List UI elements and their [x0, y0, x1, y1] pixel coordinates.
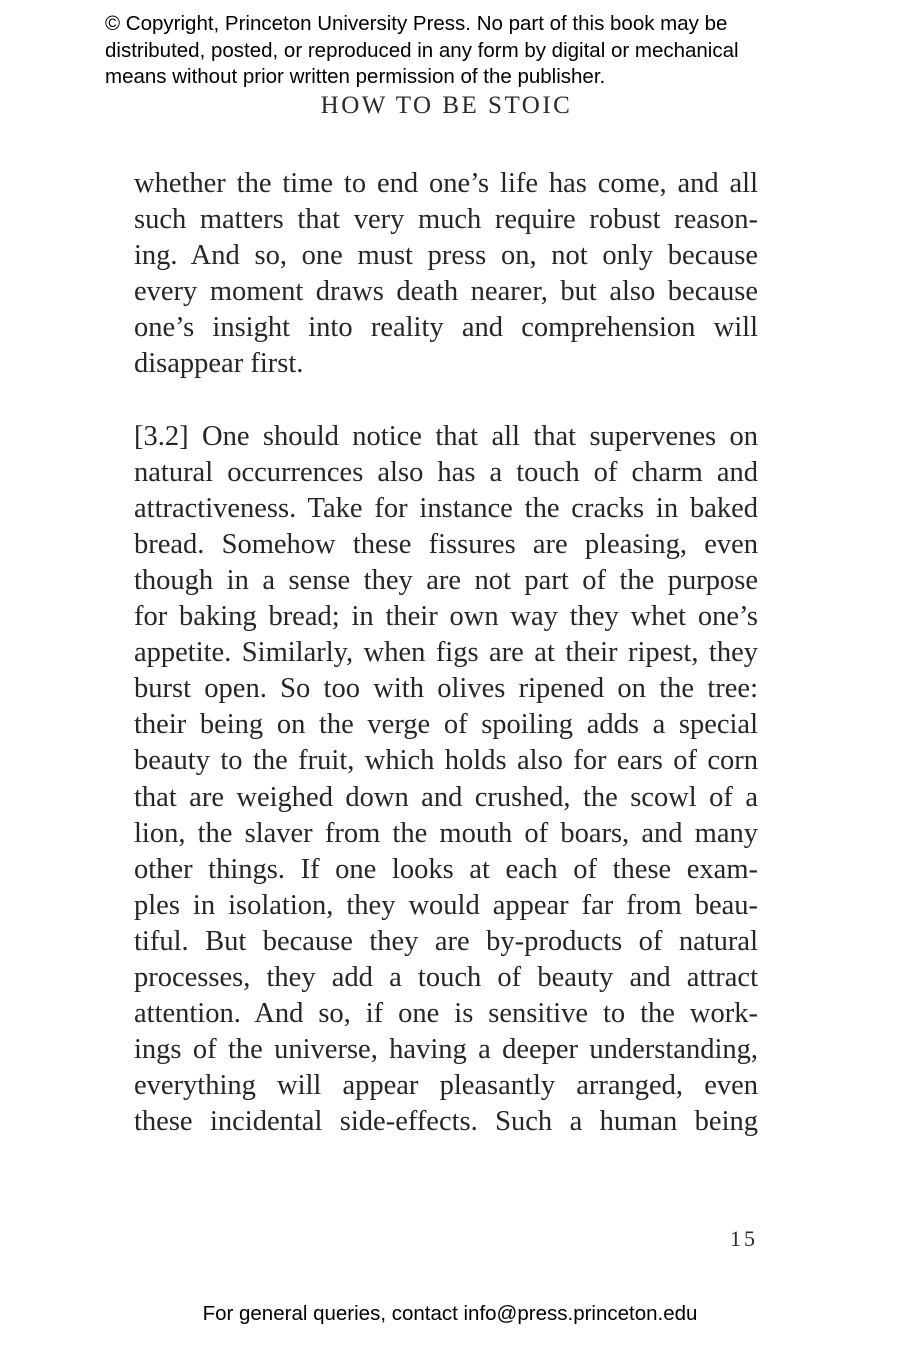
text-line: though in a sense they are not part of the purpose: [134, 564, 758, 596]
text-line: attention. And so, if one is sensitive to the work-: [134, 998, 758, 1030]
text-line: appetite. Similarly, when figs are at their ripest, they: [134, 637, 758, 669]
paragraph: [134, 166, 758, 383]
text-line: for baking bread; in their own way they whet one’s: [134, 601, 758, 633]
body-text: [134, 166, 758, 1140]
text-line: beauty to the fruit, which holds also for ears of corn: [134, 745, 758, 777]
footer-contact: For general queries, contact info@press.princeton.edu: [202, 1302, 698, 1325]
page-number: 15: [730, 1226, 758, 1251]
text-line: tiful. But because they are by-products of natural: [134, 925, 758, 957]
text-line: everything will appear pleasantly arranged, even: [134, 1070, 758, 1102]
text-line: bread. Somehow these fissures are pleasing, even: [134, 528, 758, 560]
copyright-line: distributed, posted, or reproduced in any form by digital or mechanical: [105, 38, 739, 62]
text-line: their being on the verge of spoiling adds a special: [134, 709, 758, 741]
text-line: natural occurrences also has a touch of charm and: [134, 456, 758, 488]
copyright-line: © Copyright, Princeton University Press. No part of this book may be: [105, 12, 728, 35]
text-line: attractiveness. Take for instance the cracks in baked: [134, 492, 758, 524]
paragraph: [134, 419, 758, 1141]
running-head: HOW TO BE STOIC: [320, 92, 573, 119]
text-line: disappear first.: [134, 348, 304, 380]
text-line: every moment draws death nearer, but also because: [134, 276, 758, 308]
text-line: ples in isolation, they would appear far from beau-: [134, 889, 758, 921]
text-line: whether the time to end one’s life has come, and all: [134, 168, 758, 199]
copyright-notice: [105, 11, 825, 91]
text-line: lion, the slaver from the mouth of boars, and many: [134, 817, 758, 849]
text-line: one’s insight into reality and comprehension will: [134, 312, 758, 344]
text-line: such matters that very much require robust reason-: [134, 204, 758, 236]
text-line: ing. And so, one must press on, not only because: [134, 240, 758, 272]
text-line: ings of the universe, having a deeper understanding,: [134, 1034, 758, 1066]
text-line: other things. If one looks at each of these exam-: [134, 853, 758, 885]
text-line: burst open. So too with olives ripened on the tree:: [134, 673, 758, 705]
text-line: [3.2] One should notice that all that supervenes on: [134, 420, 758, 452]
copyright-line: means without prior written permission of the publisher.: [105, 65, 606, 88]
text-line: processes, they add a touch of beauty and attract: [134, 961, 758, 993]
text-line: that are weighed down and crushed, the scowl of a: [134, 781, 758, 813]
text-line: these incidental side-effects. Such a human being: [134, 1106, 758, 1138]
